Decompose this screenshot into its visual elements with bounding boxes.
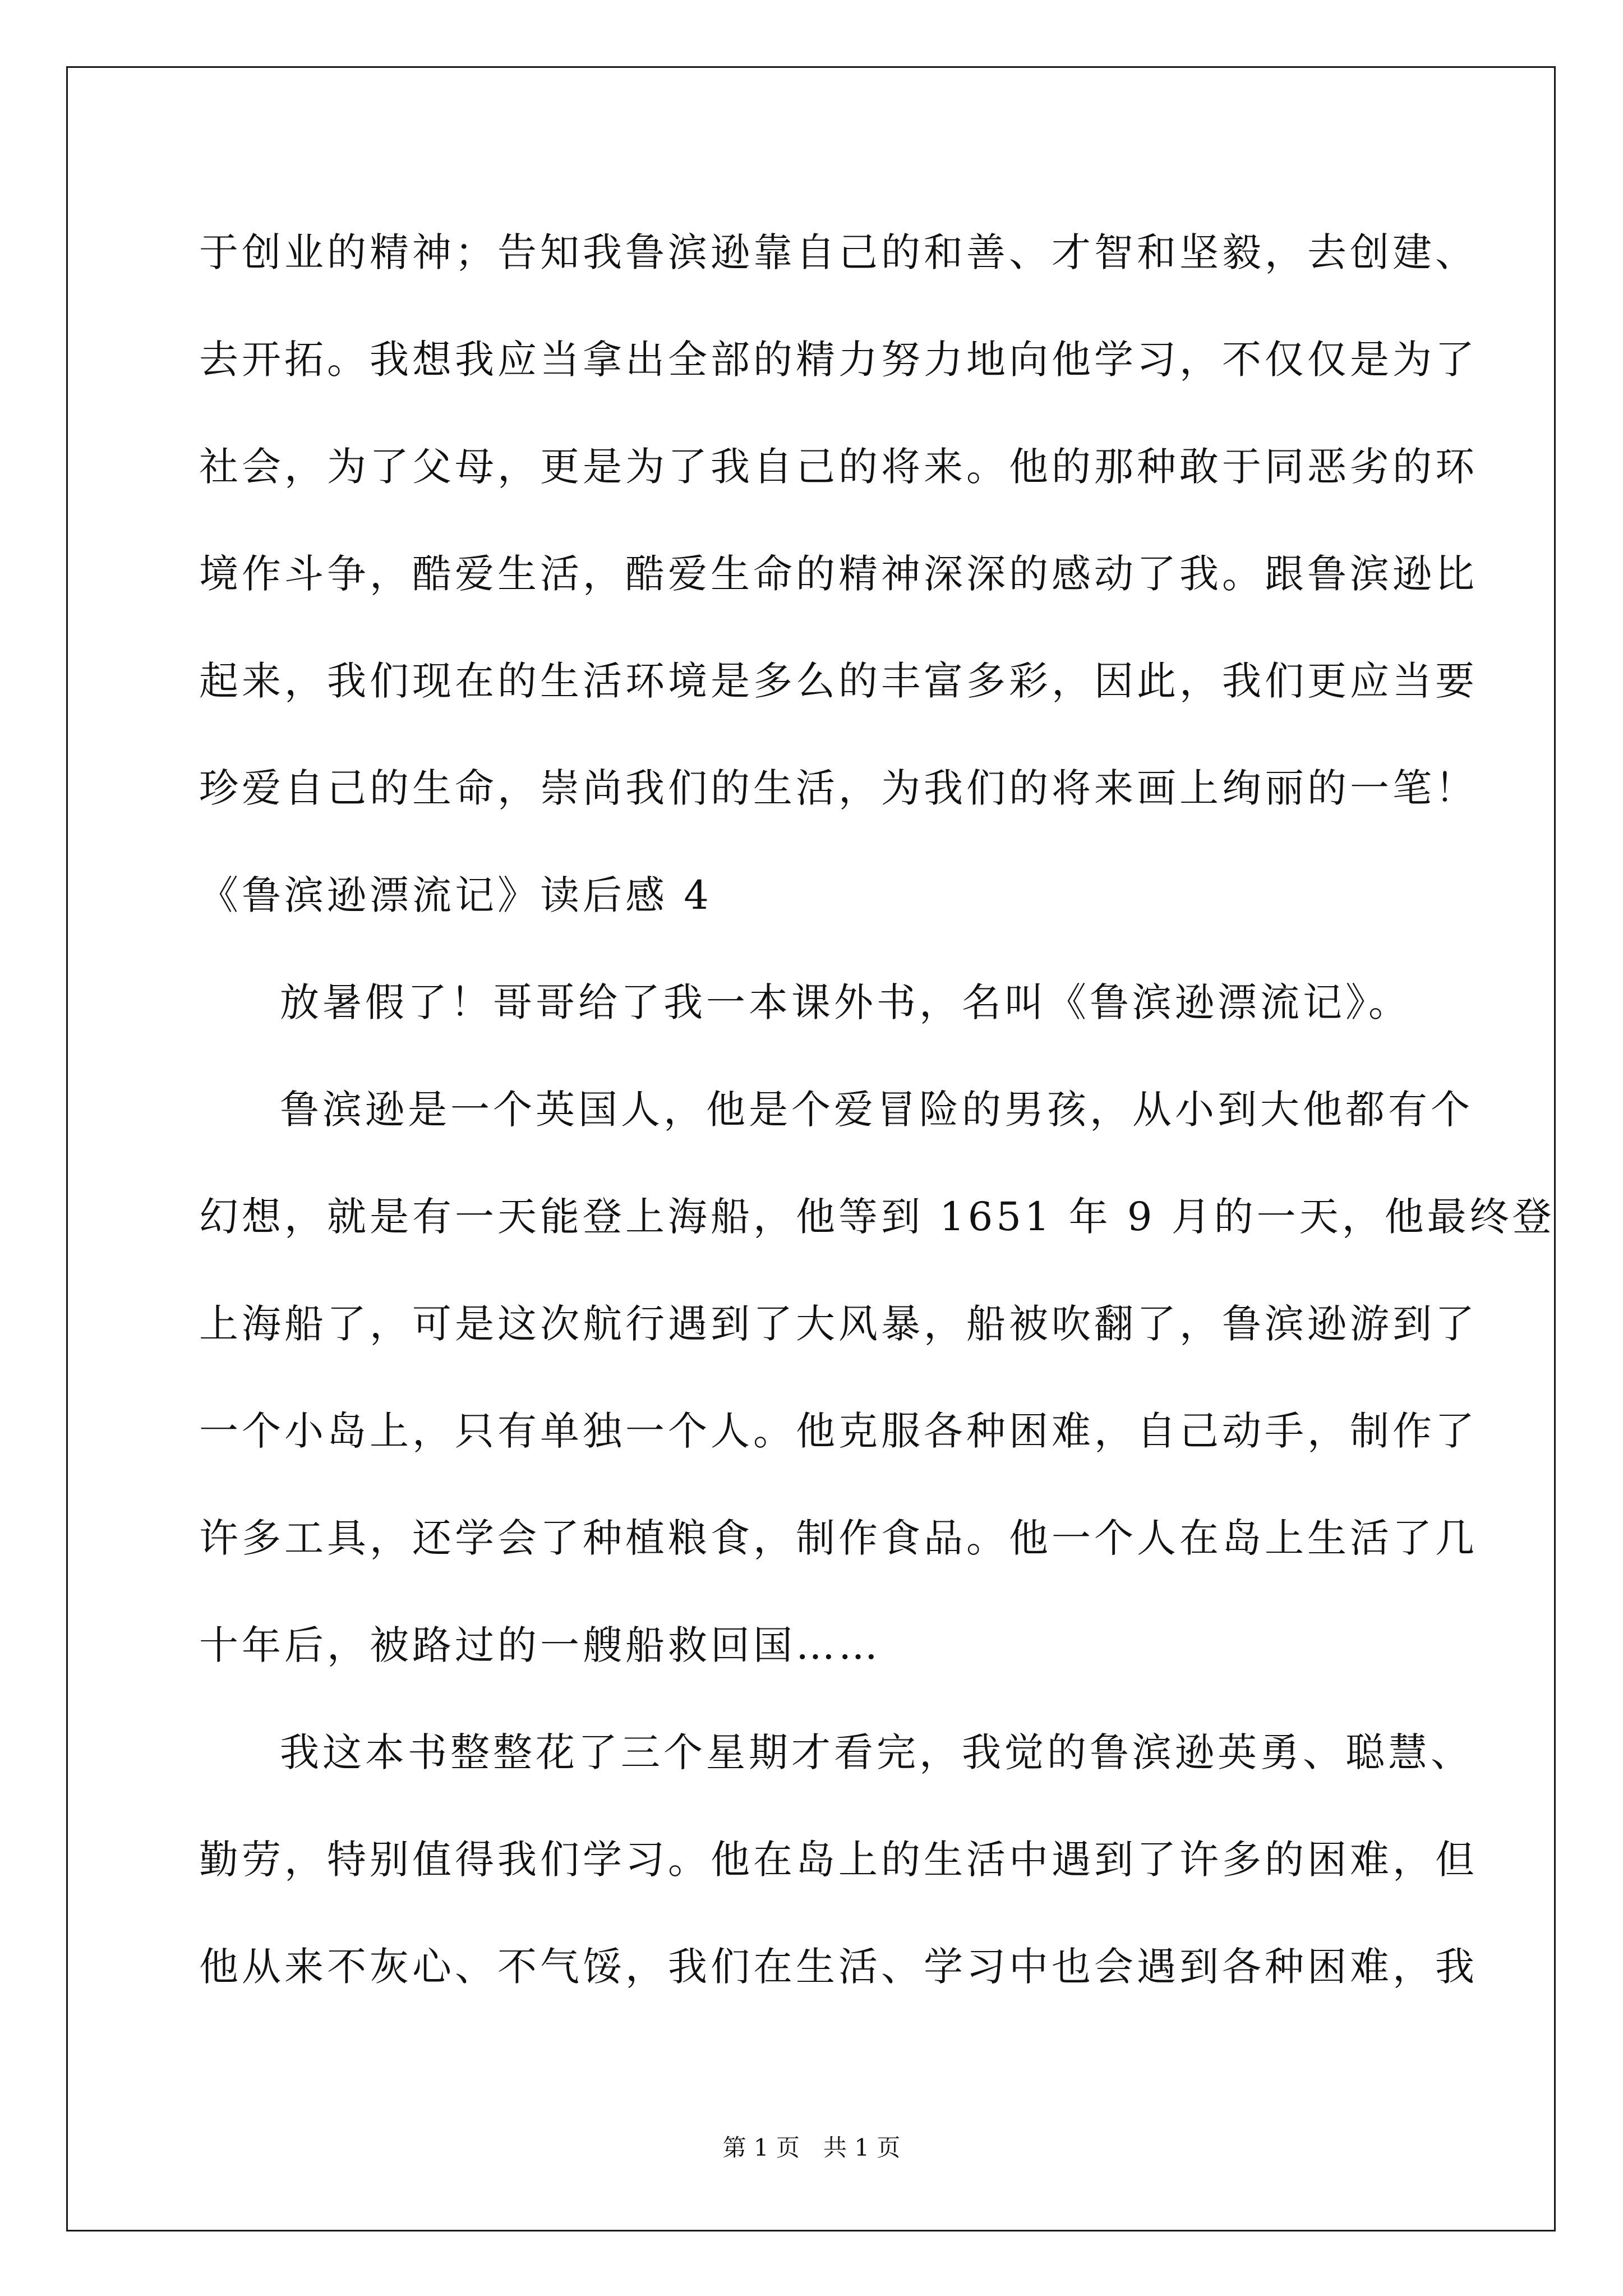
text-line: 于创业的精神；告知我鲁滨逊靠自己的和善、才智和坚毅，去创建、 (199, 229, 1478, 275)
text-line: 去开拓。我想我应当拿出全部的精力努力地向他学习，不仅仅是为了 (199, 337, 1478, 383)
text-line: 我这本书整整花了三个星期才看完，我觉的鲁滨逊英勇、聪慧、 (280, 1729, 1473, 1775)
text-line: 鲁滨逊是一个英国人，他是个爱冒险的男孩，从小到大他都有个 (280, 1087, 1473, 1133)
page-footer: 第 1 页 共 1 页 (722, 2134, 901, 2161)
text-line: 勤劳，特别值得我们学习。他在岛上的生活中遇到了许多的困难，但 (199, 1837, 1478, 1883)
text-line: 十年后，被路过的一艘船救回国…… (199, 1622, 881, 1668)
document-body (199, 199, 1555, 2021)
text-line: 幻想，就是有一天能登上海船，他等到 1651 年 9 月的一天，他最终登 (199, 1194, 1555, 1240)
text-line: 上海船了，可是这次航行遇到了大风暴，船被吹翻了，鲁滨逊游到了 (199, 1301, 1478, 1347)
text-line: 珍爱自己的生命，崇尚我们的生活，为我们的将来画上绚丽的一笔！ (199, 765, 1478, 811)
text-line: 境作斗争，酷爱生活，酷爱生命的精神深深的感动了我。跟鲁滨逊比 (199, 551, 1478, 597)
text-line: 许多工具，还学会了种植粮食，制作食品。他一个人在岛上生活了几 (199, 1515, 1478, 1561)
text-line: 放暑假了！哥哥给了我一本课外书，名叫《鲁滨逊漂流记》。 (280, 979, 1411, 1025)
section-heading: 《鲁滨逊漂流记》读后感 4 (199, 872, 712, 918)
text-line: 起来，我们现在的生活环境是多么的丰富多彩，因此，我们更应当要 (199, 658, 1478, 704)
text-line: 社会，为了父母，更是为了我自己的将来。他的那种敢于同恶劣的环 (199, 444, 1478, 490)
text-line: 他从来不灰心、不气馁，我们在生活、学习中也会遇到各种困难，我 (199, 1944, 1478, 1990)
text-line: 一个小岛上，只有单独一个人。他克服各种困难，自己动手，制作了 (199, 1408, 1478, 1454)
